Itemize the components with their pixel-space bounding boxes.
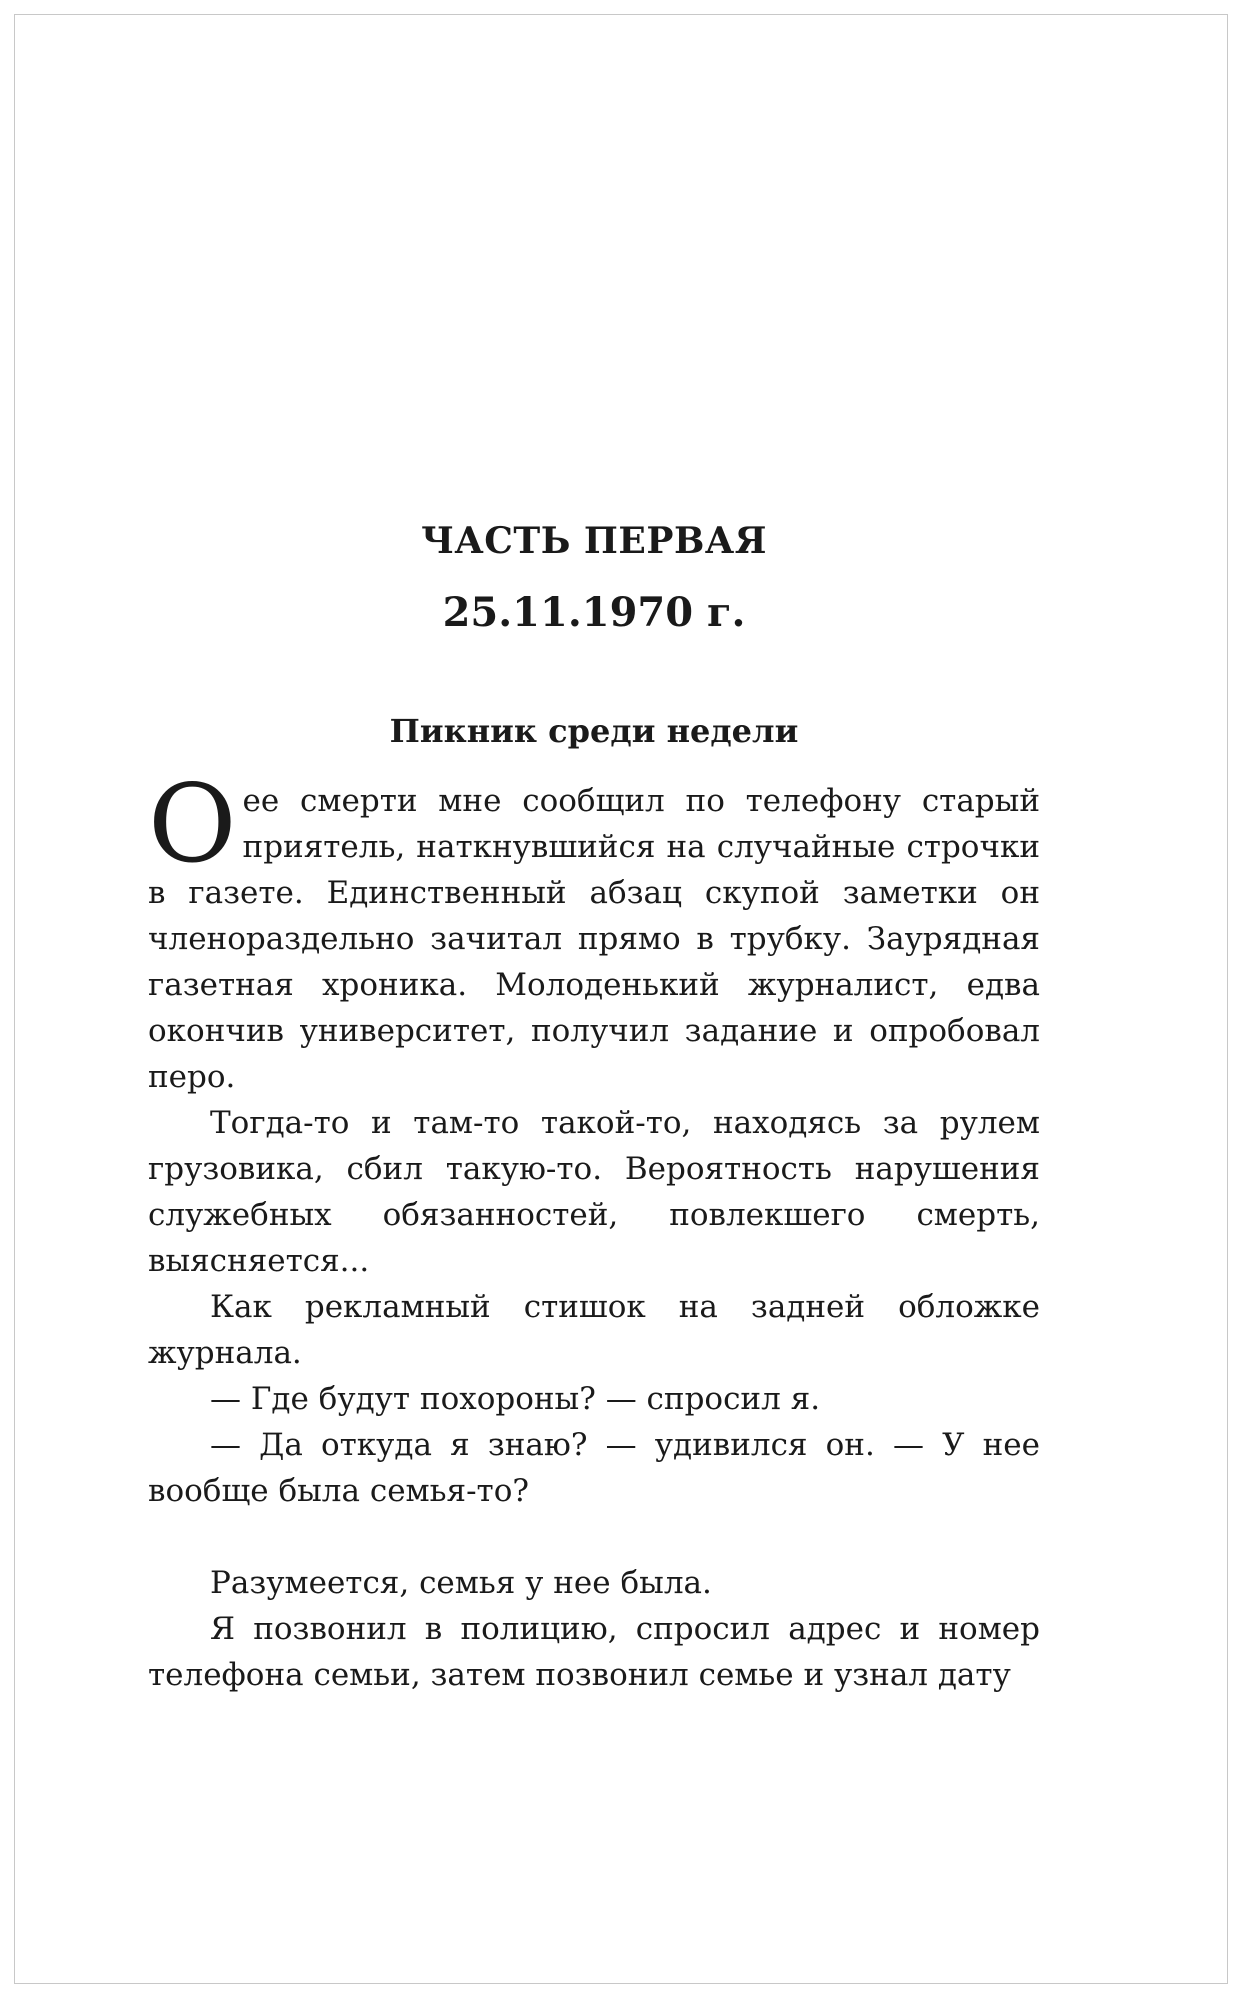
chapter-title: Пикник среди недели [389, 712, 799, 750]
paragraph-3: Как рекламный стишок на задней обложке журнала. [148, 1289, 1040, 1371]
part-title: ЧАСТЬ ПЕРВАЯ [421, 520, 767, 562]
paragraph-2: Тогда-то и там-то такой-то, находясь за рулем грузовика, сбил такую-то. Вероятность нарушения служебных обязанностей, повлекшего смерть, выясняется... [148, 1105, 1040, 1279]
drop-cap: О [148, 762, 237, 887]
paragraph-5: — Да откуда я знаю? — удивился он. — У нее вообще была семья-то? [148, 1427, 1040, 1509]
date-title: 25.11.1970 г. [442, 589, 746, 636]
section-break [148, 1514, 1040, 1560]
paragraph-7: Я позвонил в полицию, спросил адрес и номер телефона семьи, затем позвонил семье и узнал дату [148, 1611, 1040, 1693]
body-text [148, 762, 1040, 1698]
paragraph-1 [148, 762, 1040, 1100]
paragraph-4: — Где будут похороны? — спросил я. [210, 1381, 821, 1417]
paragraph-1-text: ее смерти мне сообщил по телефону старый приятель, наткнувшийся на случайные строчки в газете. Единственный абзац скупой заметки он членораздельно зачитал прямо в трубку. Заурядная газетная хроника. Молоденький журналист, едва окончив университет, получил задание и опробовал перо. [148, 783, 1040, 1095]
paragraph-6: Разумеется, семья у нее была. [210, 1565, 712, 1601]
page-content [148, 510, 1040, 1698]
